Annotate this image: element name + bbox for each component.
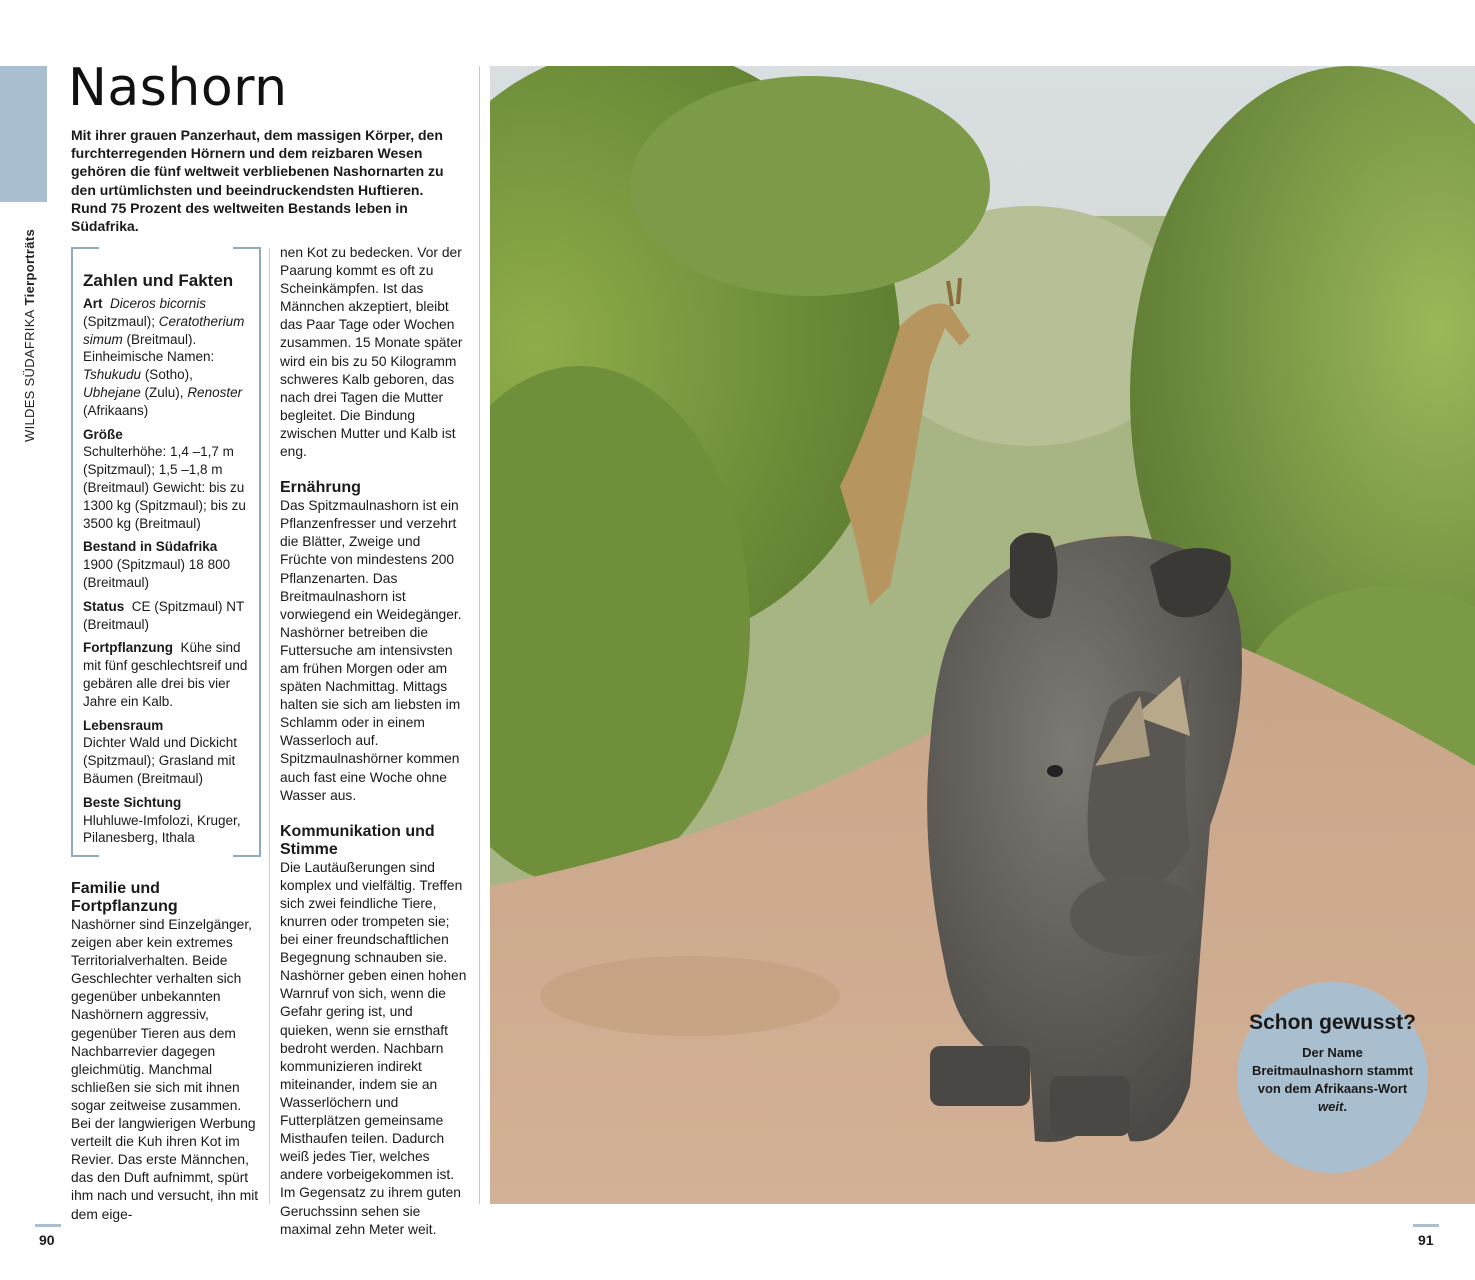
native-name: Tshukudu	[83, 367, 142, 383]
native-name: Renoster	[187, 384, 243, 400]
page-number-bar	[35, 1224, 61, 1227]
fact-habitat	[83, 717, 253, 788]
fact-text: (Sotho),	[141, 367, 193, 383]
did-you-know-text	[1251, 1044, 1414, 1116]
communication-heading: Kommunikation und Stimme	[280, 822, 435, 858]
scientific-name: Diceros bicornis	[110, 296, 207, 311]
fact-text: Kühe sind mit fünf geschlechtsreif und gebären alle drei bis vier Jahre ein Kalb.	[83, 640, 248, 709]
fact-label: Status	[83, 598, 125, 614]
fact-label: Beste Sichtung	[83, 794, 182, 810]
frame-corner	[233, 247, 259, 249]
did-you-know-body: Der Name Breitmaulnashorn stammt von dem Afrikaans-Wort	[1251, 1045, 1414, 1096]
communication-text: Die Lautäußerungen sind komplex und vielfältig. Treffen sich zwei feindliche Tiere, knurren oder trompeten sie; bei einer freundschaftlichen Begegnung schnauben sie. Nashörner geben einen hohen Warnruf von sich, wenn die Gefahr gering ist, und quieken, wenn sie ernsthaft bedroht werden. Nachbarn kommunizieren indirekt miteinander, indem sie an Wasserlöchern und Futterplätzen gemeinsame Misthaufen teilen. Dadurch weiß jedes Tier, welches andere vorbeigekommen ist. Im Gegensatz zu ihrem guten Geruchssinn sehen sie maximal zehn Meter weit.	[280, 859, 467, 1237]
section-label-bold: Tierporträts	[22, 229, 37, 306]
fact-text: Einheimische Namen:	[83, 349, 215, 365]
family-heading: Familie und Fortpflanzung	[71, 880, 178, 915]
fact-species	[83, 295, 253, 420]
facts-title: Zahlen und Fakten	[83, 271, 234, 290]
gutter-line	[479, 66, 480, 1204]
facts-content	[83, 271, 253, 853]
did-you-know-badge	[1237, 982, 1428, 1173]
did-you-know-end: .	[1343, 1099, 1347, 1114]
section-color-tab	[0, 66, 47, 202]
page-number-right: 91	[1418, 1232, 1434, 1248]
did-you-know-word: weit	[1318, 1099, 1344, 1114]
fact-label: Lebensraum	[83, 717, 164, 733]
column-divider	[269, 248, 270, 1204]
did-you-know-heading: Schon gewusst?	[1249, 1011, 1416, 1034]
nutrition-heading: Ernährung	[280, 479, 361, 497]
fact-reproduction	[83, 639, 253, 710]
section-label	[22, 229, 37, 442]
page-title: Nashorn	[68, 58, 288, 118]
second-column	[280, 244, 468, 1239]
family-text-continued: nen Kot zu bedecken. Vor der Paarung kommt es oft zu Scheinkämpfen. Ist das Männchen akzeptiert, bleibt das Paar Tage oder Wochen zusammen. 15 Monate später wird ein bis zu 50 Kilogramm schweres Kalb geboren, das nach drei Tagen die Mutter begleitet. Die Bindung zwischen Mutter und Kalb ist eng.	[280, 245, 463, 460]
fact-text: (Spitzmaul);	[83, 313, 159, 329]
fact-label: Bestand in Südafrika	[83, 539, 218, 555]
fact-label: Fortpflanzung	[83, 640, 173, 656]
fact-label: Größe	[83, 426, 123, 442]
family-text: Nashörner sind Einzelgänger, zeigen aber kein extremes Territorialverhalten. Beide Geschlechter verhalten sich gegenüber unbekannten Nashörnern aggressiv, gegenüber Tieren aus dem Nachbarrevier dagegen gleichmütig. Manchmal schließen sie sich mit ihnen sogar zeitweise zusammen. Bei der langwierigen Werbung verteilt die Kuh ihren Kot im Revier. Das erste Männchen, das den Duft aufnimmt, spürt ihm nach und versucht, ihn mit dem eige-	[71, 917, 259, 1222]
scientific-name: Ceratotherium simum	[83, 313, 245, 347]
frame-corner	[73, 247, 99, 249]
frame-corner	[233, 855, 259, 857]
fact-status	[83, 598, 253, 634]
fact-text: 1900 (Spitzmaul) 18 800 (Breitmaul)	[83, 557, 231, 590]
fact-sighting	[83, 794, 253, 847]
fact-text: CE (Spitzmaul) NT (Breitmaul)	[83, 598, 245, 632]
fact-size	[83, 426, 253, 533]
intro-paragraph: Mit ihrer grauen Panzerhaut, dem massigen Körper, den furchterregenden Hörnern und dem reizbaren Wesen gehören die fünf weltweit verbliebenen Nashornarten zu den urtümlichsten und beeindruckendsten Huftieren. Rund 75 Prozent des weltweiten Bestands leben in Südafrika.	[71, 127, 444, 235]
fact-text: Schulterhöhe: 1,4 –1,7 m (Spitzmaul); 1,5 –1,8 m (Breitmaul) Gewicht: bis zu 1300 kg (Spitzmaul); bis zu 3500 kg (Breitmaul)	[83, 444, 246, 531]
fact-population	[83, 538, 253, 591]
fact-text: (Breitmaul).	[122, 331, 197, 347]
page-number-left: 90	[39, 1232, 55, 1248]
frame-corner	[73, 855, 99, 857]
fact-text: (Afrikaans)	[83, 402, 149, 418]
page-number-bar	[1413, 1224, 1439, 1227]
fact-label: Art	[83, 296, 103, 311]
fact-text: (Zulu),	[140, 384, 188, 400]
family-section	[71, 880, 261, 1224]
fact-text: Hluhluwe-Imfolozi, Kruger, Pilanesberg, Ithala	[83, 812, 241, 846]
fact-text: Dichter Wald und Dickicht (Spitzmaul); Grasland mit Bäumen (Breitmaul)	[83, 735, 238, 786]
native-name: Ubhejane	[83, 384, 141, 400]
section-label-light: WILDES SÜDAFRIKA	[22, 309, 37, 442]
facts-box	[71, 247, 261, 857]
nutrition-text: Das Spitzmaulnashorn ist ein Pflanzenfresser und verzehrt die Blätter, Zweige und Früchte von mindestens 200 Pflanzenarten. Das Breitmaulnashorn ist vorwiegend ein Weidegänger. Nashörner betreiben die Futtersuche am intensivsten am frühen Morgen oder am späten Nachmittag. Mittags halten sie sich am liebsten im Schlamm oder in einem Wasserloch auf. Spitzmaulnashörner kommen auch fast eine Woche ohne Wasser aus.	[280, 498, 462, 803]
